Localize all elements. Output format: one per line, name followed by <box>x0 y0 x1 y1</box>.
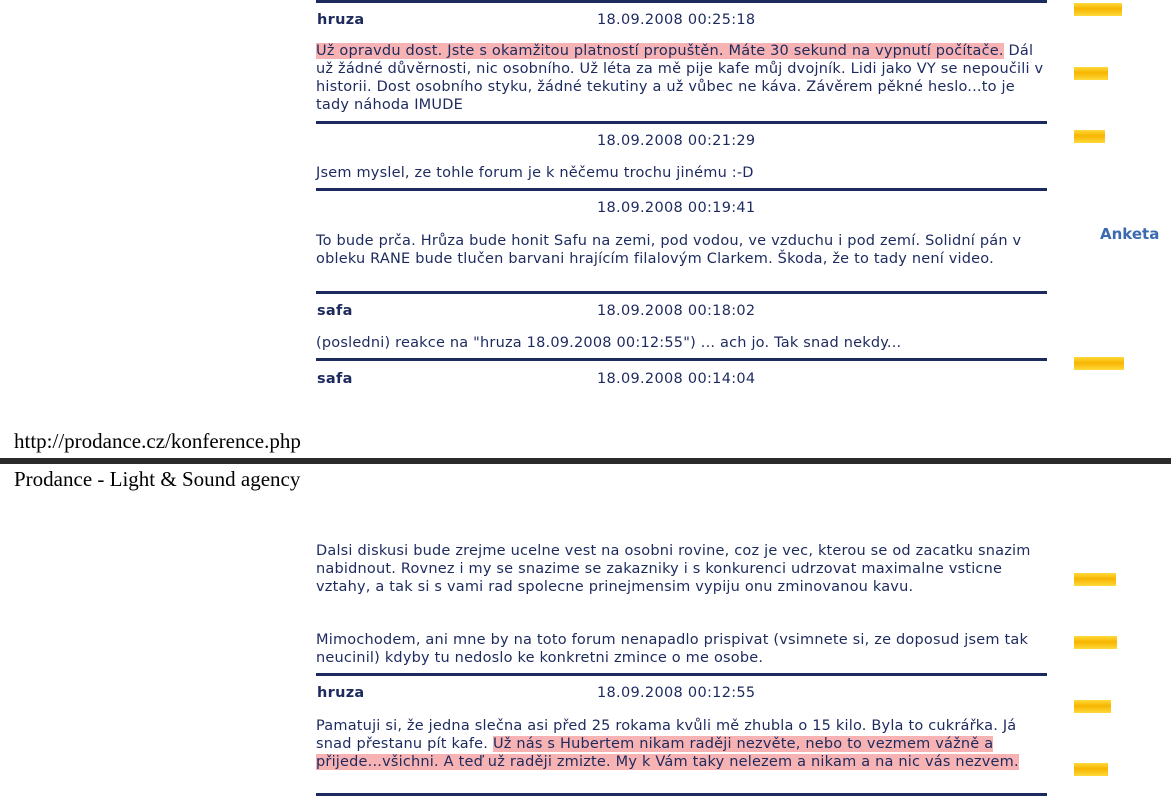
post-author: safa <box>317 303 353 319</box>
post-separator <box>316 291 1047 294</box>
post-separator <box>316 188 1047 191</box>
rating-bar <box>1074 763 1108 776</box>
rating-bar <box>1074 700 1111 713</box>
post-text: Dál už žádné důvěrnosti, nic osobního. Už léta za mě pije kafe můj dvojník. Lidi jako VY se nepoučili v historii. Dost osobního styku, žádné tekutiny a už vůbec ne káva. Závěrem pěkné heslo...to je tady náhoda IMUDE <box>316 43 1044 113</box>
post-date: 18.09.2008 00:18:02 <box>597 303 756 319</box>
highlighted-text: Už nás s Hubertem nikam raději nezvěte, nebo to vezmem vážně a přijede...všichni. A teď už raději zmizte. My k Vám taky nelezem a nikam a na nic vás nezvem. <box>316 736 1019 770</box>
rating-bar <box>1074 67 1108 80</box>
post-date: 18.09.2008 00:25:18 <box>597 12 756 28</box>
post-date: 18.09.2008 00:21:29 <box>597 133 756 149</box>
page-title: Prodance - Light & Sound agency <box>14 467 301 491</box>
post-body: To bude prča. Hrůza bude honit Safu na zemi, pod vodou, ve vzduchu i pod zemí. Solidní pán v obleku RANE bude tlučen barvani hrajícím filalovým Clarkem. Škoda, že to tady není video. <box>316 233 1022 267</box>
post-body: Dalsi diskusi bude zrejme ucelne vest na osobni rovine, coz je vec, kterou se od zacatku snazim nabidnout. Rovnez i my se snazime se zakazniky i s konkurenci udrzovat maximalne vsticne vztahy, a tak si s vami rad spolecne prinejmensim vypiju onu zminovanou kavu. <box>316 543 1031 595</box>
rating-bar <box>1074 636 1117 649</box>
post-body: Jsem myslel, ze tohle forum je k něčemu trochu jinému :-D <box>316 165 754 181</box>
highlighted-text: Už opravdu dost. Jste s okamžitou platností propuštěn. Máte 30 sekund na vypnutí počítače. <box>316 43 1004 59</box>
rating-bar <box>1074 357 1124 370</box>
post-text: Pamatuji si, že jedna slečna asi před 25 rokama kvůli mě zhubla o 15 kilo. Byla to cukrářka. Já snad přestanu pít kafe. <box>316 718 1017 752</box>
rating-bar <box>1074 130 1105 143</box>
post-separator <box>316 358 1047 361</box>
post-separator <box>316 673 1047 676</box>
post-date: 18.09.2008 00:14:04 <box>597 371 756 387</box>
post-date: 18.09.2008 00:19:41 <box>597 200 756 216</box>
page-url: http://prodance.cz/konference.php <box>14 429 301 453</box>
post-date: 18.09.2008 00:12:55 <box>597 685 756 701</box>
post-author: safa <box>317 371 353 387</box>
post-separator <box>316 793 1047 796</box>
post-author: hruza <box>317 685 365 701</box>
rating-bar <box>1074 3 1122 16</box>
post-body: (posledni) reakce na "hruza 18.09.2008 00:12:55") ... ach jo. Tak snad nekdy... <box>316 335 902 351</box>
rating-bar <box>1074 573 1116 586</box>
post-body <box>316 42 1051 114</box>
post-author: hruza <box>317 12 365 28</box>
top-rule-0 <box>316 0 1047 3</box>
post-separator <box>316 121 1047 124</box>
anketa-link[interactable]: Anketa <box>1100 225 1160 243</box>
page-divider <box>0 458 1171 464</box>
post-body: Mimochodem, ani mne by na toto forum nenapadlo prispivat (vsimnete si, ze doposud jsem tak neucinil) kdyby tu nedoslo ke konkretni zmince o me osobe. <box>316 632 1029 666</box>
post-body <box>316 717 1051 771</box>
